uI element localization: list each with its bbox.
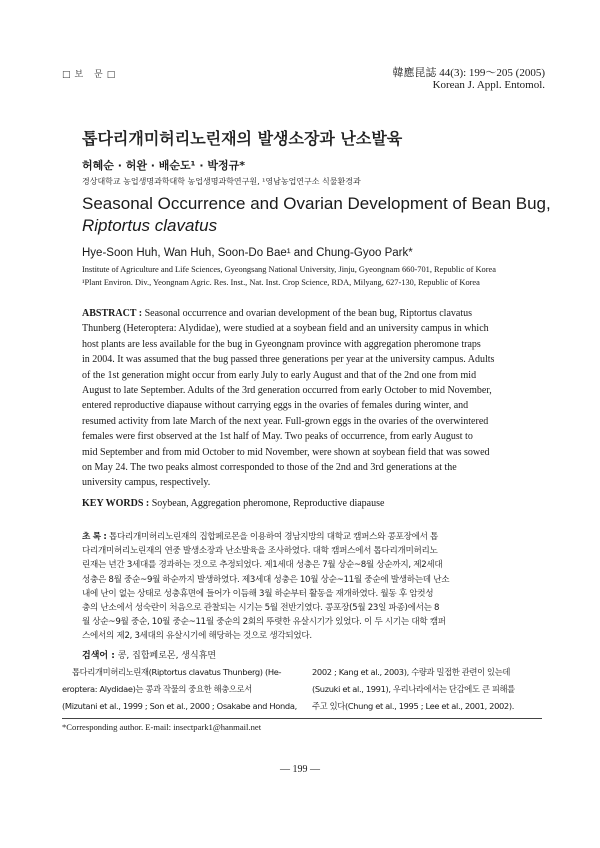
body-line: (Suzuki et al., 1991), 우리나라에서는 단감에도 큰 피해를 xyxy=(312,684,515,694)
abstract-line: resumed activity from late March of the next year. Full-grown eggs in the ovaries of the overwintered xyxy=(82,415,489,427)
korean-keywords-text: 콩, 집합페로몬, 생식휴면 xyxy=(117,651,217,661)
abstract-line: on May 24. The two peaks almost corresponded to those of the 2nd and 3rd generations at the xyxy=(82,462,457,474)
section-label: □보 문□ xyxy=(62,70,120,80)
keywords-label: KEY WORDS : xyxy=(82,498,150,509)
abstract-line: Thunberg (Heteroptera: Alydidae), were studied at a soybean field and an university campus in which xyxy=(82,323,489,335)
abstract-line: females were first observed at the 1st half of May. Two peaks of occurrence, from early August to xyxy=(82,431,473,443)
journal-name: Korean J. Appl. Entomol. xyxy=(432,79,545,91)
korean-title: 톱다리개미허리노린재의 발생소장과 난소발육 xyxy=(82,129,403,148)
page-number: — 199 — xyxy=(280,764,320,775)
korean-keywords xyxy=(82,648,216,661)
body-line: eroptera: Alydidae)는 콩과 작물의 중요한 해충으로서 xyxy=(62,684,252,694)
body-column-right xyxy=(312,664,547,715)
body-line: 톱다리개미허리노린재(Riptortus clavatus Thunberg) (He- xyxy=(72,667,282,677)
abstract-line: mid September and from mid October to mid November, were shown at soybean field that was sowed xyxy=(82,446,490,458)
species-name: Riptortus clavatus xyxy=(82,216,218,235)
body-line: 주고 있다(Chung et al., 1995 ; Lee et al., 2001, 2002). xyxy=(312,701,515,711)
abstract-line: Seasonal occurrence and ovarian development of the bean bug, Riptortus clavatus xyxy=(144,308,472,319)
body-column-left xyxy=(62,664,297,715)
korean-abstract-line: 월 상순~9월 중순, 10월 중순~11월 중순의 2회의 뚜렷한 유살시기가 있었다. 이 두 시기는 대학 캠퍼 xyxy=(82,617,446,628)
korean-keywords-label: 검색어 : xyxy=(82,651,115,661)
korean-abstract-line: 톱다리개미허리노린재의 집합페로몬을 이용하여 경남지방의 대학교 캠퍼스와 콩포장에서 톱 xyxy=(108,532,439,542)
korean-abstract-line: 스에서의 제2, 3세대의 유살시기에 해당하는 것으로 생각되었다. xyxy=(82,631,312,642)
body-line: (Mizutani et al., 1999 ; Son et al., 2000 ; Osakabe and Honda, xyxy=(62,701,297,711)
english-authors: Hye-Soon Huh, Wan Huh, Soon-Do Bae¹ and Chung-Gyoo Park* xyxy=(82,247,413,259)
journal-citation: 韓應昆誌 44(3): 199～205 (2005) xyxy=(392,67,545,79)
korean-affiliations: 경상대학교 농업생명과학대학 농업생명과학연구원, ¹영남농업연구소 식물환경과 xyxy=(82,177,361,186)
english-title xyxy=(82,193,552,237)
korean-abstract-line: 내에 난이 없는 상태로 성충휴면에 들어가 이듬해 3월 하순부터 활동을 재개하였다. 월동 후 암컷성 xyxy=(82,588,434,599)
affiliation-2: ¹Plant Environ. Div., Yeongnam Agric. Res. Inst., Nat. Inst. Crop Science, RDA, Milyang, 627-130, Republic of Korea xyxy=(82,278,480,287)
keywords xyxy=(82,498,384,509)
abstract-line: in 2004. It was assumed that the bug passed three generations per year at the university campus. Adults xyxy=(82,354,495,366)
abstract-block xyxy=(82,306,518,491)
abstract-line: host plants are less available for the bug in Gyeongnam province with aggregation pheromone traps xyxy=(82,338,481,350)
footnote: *Corresponding author. E-mail: insectpark1@hanmail.net xyxy=(62,722,262,732)
korean-abstract-line: 성충은 8월 중순~9월 하순까지 발생하였다. 제3세대 성충은 10월 상순~11월 중순에 발생하는데 난소 xyxy=(82,574,450,585)
affiliation-1: Institute of Agriculture and Life Sciences, Gyeongsang National University, Jinju, Gyeongnam 660-701, Republic of Korea xyxy=(82,265,496,274)
abstract-label: ABSTRACT : xyxy=(82,308,143,319)
korean-abstract-line: 다리개미허리노린재의 연중 발생소장과 난소발육을 조사하였다. 대학 캠퍼스에서 톱다리개미허리노 xyxy=(82,546,438,557)
footnote-divider xyxy=(62,718,542,719)
korean-abstract-line: 충의 난소에서 성숙란이 처음으로 관찰되는 시기는 5월 전반기였다. 콩포장(5월 23일 파종)에서는 8 xyxy=(82,603,440,614)
body-line: 2002 ; Kang et al., 2003), 수량과 밀접한 관련이 있는데 xyxy=(312,667,511,677)
abstract-line: university campus, respectively. xyxy=(82,477,211,489)
korean-abstract-label: 초 록 : xyxy=(82,532,107,542)
abstract-line: entered reproductive diapause without carrying eggs in the ovaries of females during winter, and xyxy=(82,400,469,412)
korean-authors: 허혜순 · 허완 · 배순도¹ · 박정규* xyxy=(82,159,245,172)
english-title-text: Seasonal Occurrence and Ovarian Development of Bean Bug, xyxy=(82,194,551,213)
korean-abstract-line: 린재는 년간 3세대를 경과하는 것으로 추정되었다. 제1세대 성충은 7월 상순~8월 상순까지, 제2세대 xyxy=(82,560,443,571)
abstract-line: August to late September. Adults of the 3rd generation occurred from early October to mid November, xyxy=(82,385,492,397)
abstract-line: of the 1st generation might occur from early July to early August and that of the 2nd one from mid xyxy=(82,369,477,381)
keywords-text: Soybean, Aggregation pheromone, Reproductive diapause xyxy=(151,498,385,509)
korean-abstract-block xyxy=(82,530,518,644)
